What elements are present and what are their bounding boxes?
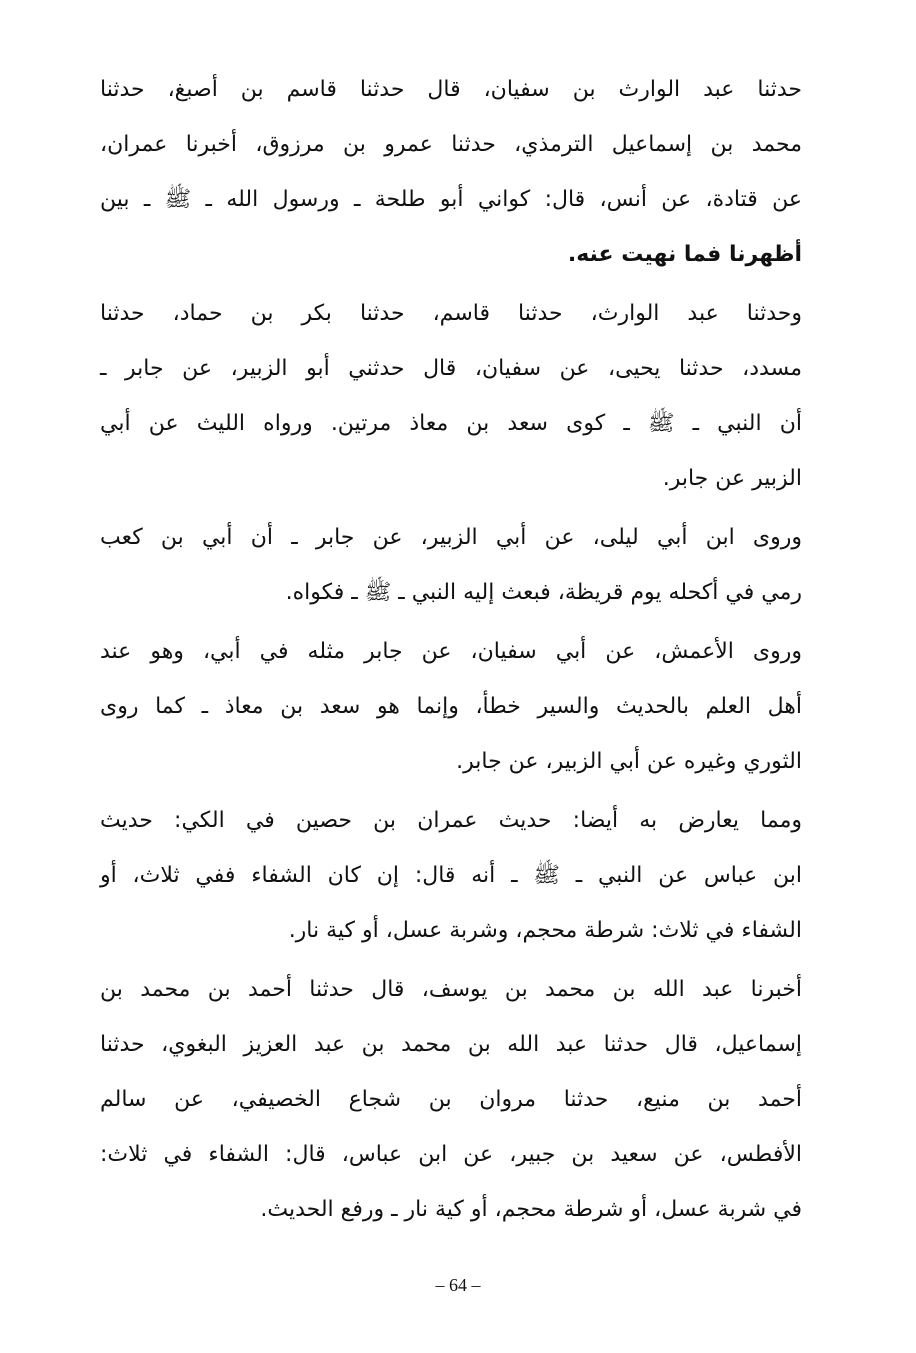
text-line: عن قتادة، عن أنس، قال: كواني أبو طلحة ـ ورسول الله ـ ﷺ ـ بين xyxy=(100,187,802,212)
text-line: محمد بن إسماعيل الترمذي، حدثنا عمرو بن مرزوق، أخبرنا عمران، xyxy=(100,132,802,157)
text-line: أخبرنا عبد الله بن محمد بن يوسف، قال حدثنا أحمد بن محمد بن xyxy=(100,977,802,1002)
text-line: حدثنا عبد الوارث بن سفيان، قال حدثنا قاسم بن أصبغ، حدثنا xyxy=(100,77,802,102)
text-line: أظهرنا فما نهيت عنه. xyxy=(567,242,802,267)
text-line: الثوري وغيره عن أبي الزبير، عن جابر. xyxy=(456,749,802,774)
text-line: أهل العلم بالحديث والسير خطأ، وإنما هو سعد بن معاذ ـ كما روى xyxy=(100,694,802,719)
text-line: إسماعيل، قال حدثنا عبد الله بن محمد بن عبد العزيز البغوي، حدثنا xyxy=(100,1032,802,1057)
text-line: وروى ابن أبي ليلى، عن أبي الزبير، عن جابر ـ أن أبي بن كعب xyxy=(100,525,802,550)
paragraph xyxy=(100,793,822,958)
body-text xyxy=(100,62,822,1241)
text-line: ابن عباس عن النبي ـ ﷺ ـ أنه قال: إن كان الشفاء ففي ثلاث، أو xyxy=(100,863,802,888)
text-line: الأفطس، عن سعيد بن جبير، عن ابن عباس، قال: الشفاء في ثلاث: xyxy=(100,1142,802,1167)
text-line: مسدد، حدثنا يحيى، عن سفيان، قال حدثني أبو الزبير، عن جابر ـ xyxy=(100,356,802,381)
paragraph xyxy=(100,624,822,789)
text-line: أحمد بن منيع، حدثنا مروان بن شجاع الخصيفي، عن سالم xyxy=(100,1087,802,1112)
text-line: الشفاء في ثلاث: شرطة محجم، وشربة عسل، أو كية نار. xyxy=(288,918,802,943)
page-number: – 64 – xyxy=(435,1275,481,1295)
paragraph xyxy=(100,510,822,620)
text-line: أن النبي ـ ﷺ ـ كوى سعد بن معاذ مرتين. ورواه الليث عن أبي xyxy=(100,411,802,436)
paragraph xyxy=(100,962,822,1237)
paragraph xyxy=(100,62,822,282)
text-line: ومما يعارض به أيضا: حديث عمران بن حصين في الكي: حديث xyxy=(100,808,802,833)
text-line: وحدثنا عبد الوارث، حدثنا قاسم، حدثنا بكر بن حماد، حدثنا xyxy=(100,301,802,326)
text-line: رمي في أكحله يوم قريظة، فبعث إليه النبي ـ ﷺ ـ فكواه. xyxy=(285,580,802,605)
paragraph xyxy=(100,286,822,506)
text-line: في شربة عسل، أو شرطة محجم، أو كية نار ـ ورفع الحديث. xyxy=(260,1197,802,1222)
text-line: وروى الأعمش، عن أبي سفيان، عن جابر مثله في أبي، وهو عند xyxy=(100,639,802,664)
text-line: الزبير عن جابر. xyxy=(662,466,802,491)
